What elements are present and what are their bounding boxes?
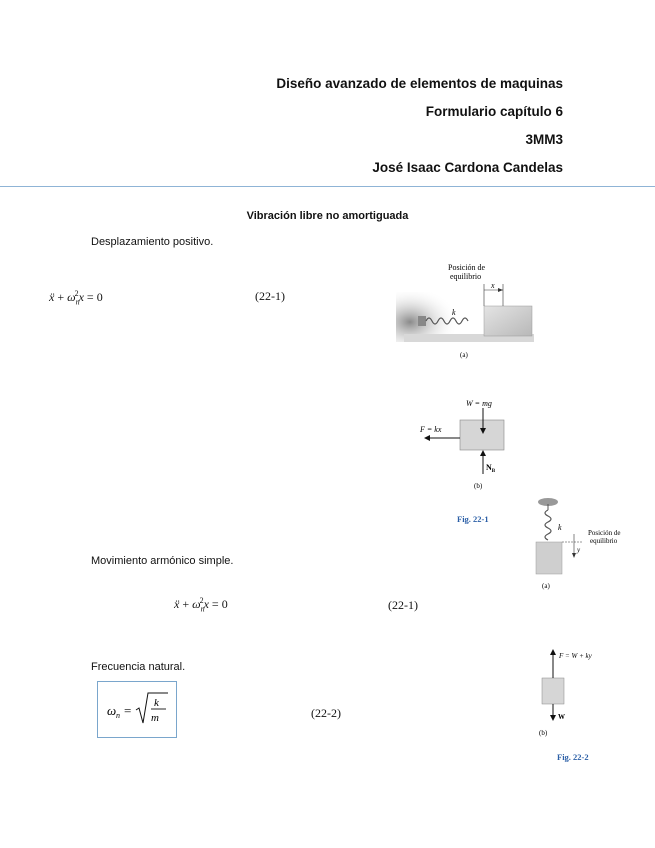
block [542,678,564,704]
equation-22-1-a: ẍ + $\omega_n^2x = 0$ [49,289,103,307]
equation-number-22-1-b: (22-1) [388,598,418,612]
figure-22-1a-horizontal-spring-mass [396,262,536,362]
document-subtitle: Formulario capítulo 6 [425,104,563,119]
svg-text:k: k [154,697,159,709]
block [484,306,532,336]
label-positive-displacement: Desplazamiento positivo. [91,236,214,248]
figure-22-2a-vertical-spring-mass [526,494,636,594]
figure-22-2-caption: Fig. 22-2 [557,752,589,762]
subfigure-a-label: (a) [542,582,550,590]
subfigure-b-label: (b) [539,729,548,737]
natural-frequency-formula-box [97,681,177,738]
spring-force-arrow [550,649,556,655]
group-label: 3MM3 [525,132,563,147]
spring-k-label: k [452,308,456,317]
weight-label: W [558,713,565,721]
subfigure-b-label: (b) [474,482,483,490]
spring-k-label: k [558,523,562,532]
author-name: José Isaac Cardona Candelas [372,160,563,175]
figure-22-1b-free-body-diagram [418,398,528,498]
spring-force-arrow [424,435,430,441]
weight-label: W = mg [466,399,492,408]
spring-force-label: F = kx [420,425,442,434]
equilibrium-label-line2: equilibrio [450,272,482,281]
equilibrium-label-line1: Posición de [588,529,621,537]
label-natural-frequency: Frecuencia natural. [91,661,186,673]
document-title: Diseño avanzado de elementos de maquinas [276,76,563,91]
subfigure-a-label: (a) [460,351,468,359]
label-simple-harmonic-motion: Movimiento armónico simple. [91,555,234,567]
equation-22-1-b: ẍ + $\omega_n^2x = 0$ [174,596,228,614]
figure-22-1-caption: Fig. 22-1 [457,514,489,524]
svg-text:=: = [124,703,132,718]
normal-force-label: $N_B$ [486,463,496,474]
equilibrium-label-line2: equilibrio [590,537,618,545]
svg-text:m: m [151,712,159,724]
block [536,542,562,574]
natural-frequency-formula [98,682,176,737]
svg-text:ω: ω [107,703,117,718]
equation-number-22-1-a: (22-1) [255,289,285,303]
equilibrium-label-line1: Posición de [448,263,486,272]
spring [545,510,551,540]
spring-force-label: F = W + ky [559,652,592,660]
normal-force-arrow [480,450,486,456]
equation-number-22-2: (22-2) [311,706,341,720]
section-title: Vibración libre no amortiguada [246,210,409,222]
displacement-x-label: x [491,281,495,290]
svg-text:n: n [116,711,120,720]
header-divider [0,186,655,187]
block [460,420,504,450]
figure-22-2b-free-body-diagram [534,644,624,744]
displacement-y-label: y [577,546,581,554]
weight-arrow [550,715,556,721]
